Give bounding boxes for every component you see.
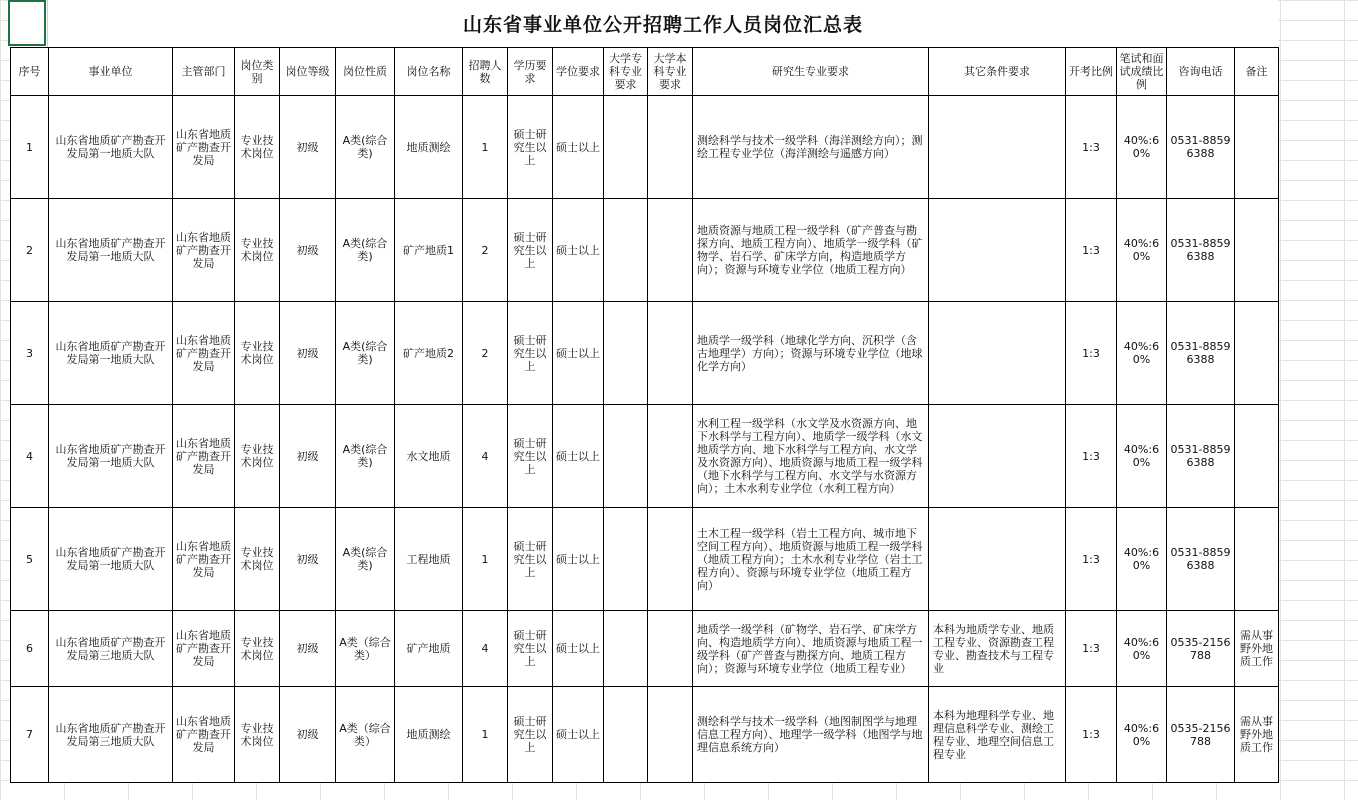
cell-education[interactable]: 硕士研究生以上 bbox=[508, 199, 553, 302]
cell-education[interactable]: 硕士研究生以上 bbox=[508, 611, 553, 687]
cell-education[interactable]: 硕士研究生以上 bbox=[508, 405, 553, 508]
cell-college[interactable] bbox=[604, 96, 648, 199]
cell-count[interactable]: 4 bbox=[463, 405, 508, 508]
selected-cell[interactable] bbox=[8, 0, 46, 46]
cell-other[interactable] bbox=[929, 199, 1066, 302]
col-header[interactable]: 岗位等级 bbox=[280, 48, 336, 96]
cell-count[interactable]: 1 bbox=[463, 96, 508, 199]
col-header[interactable]: 学历要求 bbox=[508, 48, 553, 96]
cell-level[interactable]: 初级 bbox=[280, 302, 336, 405]
cell-note[interactable] bbox=[1235, 302, 1279, 405]
cell-bachelor[interactable] bbox=[648, 405, 693, 508]
cell-note[interactable] bbox=[1235, 508, 1279, 611]
cell-college[interactable] bbox=[604, 687, 648, 783]
cell-graduate[interactable]: 地质学一级学科（矿物学、岩石学、矿床学方向、构造地质学方向）、地质资源与地质工程一级学科（矿产普查与勘探方向、地质工程方向）；资源与环境专业学位（地质工程专业） bbox=[693, 611, 929, 687]
cell-ratio[interactable]: 1:3 bbox=[1066, 302, 1117, 405]
cell-dept[interactable]: 山东省地质矿产勘查开发局 bbox=[173, 199, 235, 302]
cell-note[interactable] bbox=[1235, 405, 1279, 508]
cell-dept[interactable]: 山东省地质矿产勘查开发局 bbox=[173, 302, 235, 405]
cell-graduate[interactable]: 土木工程一级学科（岩土工程方向、城市地下空间工程方向）、地质资源与地质工程一级学科（地质工程方向）；土木水利专业学位（岩土工程方向）、资源与环境专业学位（地质工程方向） bbox=[693, 508, 929, 611]
table-row bbox=[11, 687, 1279, 783]
cell-phone[interactable]: 0531-88596388 bbox=[1167, 96, 1235, 199]
cell-bachelor[interactable] bbox=[648, 508, 693, 611]
col-header[interactable]: 笔试和面试成绩比例 bbox=[1117, 48, 1167, 96]
cell-phone[interactable]: 0535-2156788 bbox=[1167, 611, 1235, 687]
cell-score[interactable]: 40%:60% bbox=[1117, 687, 1167, 783]
cell-ratio[interactable]: 1:3 bbox=[1066, 405, 1117, 508]
table-row bbox=[11, 199, 1279, 302]
cell-nature[interactable]: A类（综合类） bbox=[336, 687, 395, 783]
cell-college[interactable] bbox=[604, 302, 648, 405]
cell-score[interactable]: 40%:60% bbox=[1117, 96, 1167, 199]
cell-ratio[interactable]: 1:3 bbox=[1066, 611, 1117, 687]
cell-ratio[interactable]: 1:3 bbox=[1066, 199, 1117, 302]
cell-degree[interactable]: 硕士以上 bbox=[553, 199, 604, 302]
col-header[interactable]: 招聘人数 bbox=[463, 48, 508, 96]
col-header[interactable]: 主管部门 bbox=[173, 48, 235, 96]
table-row bbox=[11, 611, 1279, 687]
cell-ratio[interactable]: 1:3 bbox=[1066, 687, 1117, 783]
cell-degree[interactable]: 硕士以上 bbox=[553, 405, 604, 508]
cell-degree[interactable]: 硕士以上 bbox=[553, 687, 604, 783]
cell-count[interactable]: 2 bbox=[463, 199, 508, 302]
cell-degree[interactable]: 硕士以上 bbox=[553, 96, 604, 199]
cell-graduate[interactable]: 地质资源与地质工程一级学科（矿产普查与勘探方向、地质工程方向）、地质学一级学科（矿物学、岩石学、矿床学方向，构造地质学方向）；资源与环境专业学位（地质工程方向） bbox=[693, 199, 929, 302]
cell-score[interactable]: 40%:60% bbox=[1117, 405, 1167, 508]
cell-college[interactable] bbox=[604, 405, 648, 508]
cell-nature[interactable]: A类(综合类) bbox=[336, 302, 395, 405]
cell-nature[interactable]: A类(综合类) bbox=[336, 96, 395, 199]
cell-dept[interactable]: 山东省地质矿产勘查开发局 bbox=[173, 96, 235, 199]
cell-education[interactable]: 硕士研究生以上 bbox=[508, 96, 553, 199]
cell-unit[interactable]: 山东省地质矿产勘查开发局第一地质大队 bbox=[49, 199, 173, 302]
cell-unit[interactable]: 山东省地质矿产勘查开发局第一地质大队 bbox=[49, 302, 173, 405]
col-header[interactable]: 岗位名称 bbox=[395, 48, 463, 96]
cell-note[interactable] bbox=[1235, 199, 1279, 302]
sheet-title: 山东省事业单位公开招聘工作人员岗位汇总表 bbox=[47, 0, 1278, 47]
cell-phone[interactable]: 0535-2156788 bbox=[1167, 687, 1235, 783]
cell-dept[interactable]: 山东省地质矿产勘查开发局 bbox=[173, 687, 235, 783]
table-row bbox=[11, 508, 1279, 611]
cell-post[interactable]: 矿产地质1 bbox=[395, 199, 463, 302]
cell-other[interactable]: 本科为地理科学专业、地理信息科学专业、测绘工程专业、地理空间信息工程专业 bbox=[929, 687, 1066, 783]
cell-no[interactable]: 1 bbox=[11, 96, 49, 199]
cell-unit[interactable]: 山东省地质矿产勘查开发局第三地质大队 bbox=[49, 687, 173, 783]
table-row bbox=[11, 405, 1279, 508]
cell-graduate[interactable]: 水利工程一级学科（水文学及水资源方向、地下水科学与工程方向）、地质学一级学科（水文地质学方向、地下水科学与工程方向、水文学及水资源方向）、地质资源与地质工程一级学科（地下水科学与工程方向、水文学与水资源方向）；土木水利专业学位（水利工程方向） bbox=[693, 405, 929, 508]
cell-score[interactable]: 40%:60% bbox=[1117, 611, 1167, 687]
col-header[interactable]: 大学专科专业要求 bbox=[604, 48, 648, 96]
cell-level[interactable]: 初级 bbox=[280, 96, 336, 199]
cell-phone[interactable]: 0531-88596388 bbox=[1167, 405, 1235, 508]
cell-graduate[interactable]: 测绘科学与技术一级学科（海洋测绘方向）；测绘工程专业学位（海洋测绘与遥感方向） bbox=[693, 96, 929, 199]
col-header[interactable]: 其它条件要求 bbox=[929, 48, 1066, 96]
cell-unit[interactable]: 山东省地质矿产勘查开发局第三地质大队 bbox=[49, 611, 173, 687]
cell-phone[interactable]: 0531-88596388 bbox=[1167, 199, 1235, 302]
cell-post[interactable]: 地质测绘 bbox=[395, 96, 463, 199]
cell-unit[interactable]: 山东省地质矿产勘查开发局第一地质大队 bbox=[49, 96, 173, 199]
cell-score[interactable]: 40%:60% bbox=[1117, 508, 1167, 611]
cell-count[interactable]: 2 bbox=[463, 302, 508, 405]
cell-education[interactable]: 硕士研究生以上 bbox=[508, 687, 553, 783]
header-row bbox=[11, 48, 1279, 96]
cell-category[interactable]: 专业技术岗位 bbox=[235, 508, 280, 611]
cell-post[interactable]: 地质测绘 bbox=[395, 687, 463, 783]
cell-education[interactable]: 硕士研究生以上 bbox=[508, 302, 553, 405]
cell-college[interactable] bbox=[604, 611, 648, 687]
cell-degree[interactable]: 硕士以上 bbox=[553, 508, 604, 611]
cell-no[interactable]: 5 bbox=[11, 508, 49, 611]
cell-phone[interactable]: 0531-88596388 bbox=[1167, 302, 1235, 405]
cell-education[interactable]: 硕士研究生以上 bbox=[508, 508, 553, 611]
col-header[interactable]: 大学本科专业要求 bbox=[648, 48, 693, 96]
col-header[interactable]: 开考比例 bbox=[1066, 48, 1117, 96]
col-header[interactable]: 咨询电话 bbox=[1167, 48, 1235, 96]
cell-note[interactable]: 需从事野外地质工作 bbox=[1235, 611, 1279, 687]
cell-post[interactable]: 工程地质 bbox=[395, 508, 463, 611]
cell-nature[interactable]: A类(综合类) bbox=[336, 199, 395, 302]
cell-level[interactable]: 初级 bbox=[280, 687, 336, 783]
cell-post[interactable]: 水文地质 bbox=[395, 405, 463, 508]
cell-category[interactable]: 专业技术岗位 bbox=[235, 611, 280, 687]
cell-unit[interactable]: 山东省地质矿产勘查开发局第一地质大队 bbox=[49, 508, 173, 611]
cell-no[interactable]: 4 bbox=[11, 405, 49, 508]
cell-phone[interactable]: 0531-88596388 bbox=[1167, 508, 1235, 611]
cell-score[interactable]: 40%:60% bbox=[1117, 302, 1167, 405]
cell-nature[interactable]: A类(综合类) bbox=[336, 405, 395, 508]
cell-category[interactable]: 专业技术岗位 bbox=[235, 199, 280, 302]
cell-college[interactable] bbox=[604, 508, 648, 611]
cell-post[interactable]: 矿产地质 bbox=[395, 611, 463, 687]
cell-category[interactable]: 专业技术岗位 bbox=[235, 405, 280, 508]
cell-graduate[interactable]: 测绘科学与技术一级学科（地图制图学与地理信息工程方向）、地理学一级学科（地图学与地理信息系统方向） bbox=[693, 687, 929, 783]
cell-ratio[interactable]: 1:3 bbox=[1066, 96, 1117, 199]
cell-college[interactable] bbox=[604, 199, 648, 302]
cell-count[interactable]: 1 bbox=[463, 508, 508, 611]
cell-bachelor[interactable] bbox=[648, 199, 693, 302]
col-header[interactable]: 事业单位 bbox=[49, 48, 173, 96]
cell-nature[interactable]: A类(综合类) bbox=[336, 508, 395, 611]
cell-category[interactable]: 专业技术岗位 bbox=[235, 96, 280, 199]
cell-level[interactable]: 初级 bbox=[280, 508, 336, 611]
cell-degree[interactable]: 硕士以上 bbox=[553, 611, 604, 687]
cell-no[interactable]: 2 bbox=[11, 199, 49, 302]
cell-bachelor[interactable] bbox=[648, 302, 693, 405]
cell-post[interactable]: 矿产地质2 bbox=[395, 302, 463, 405]
cell-degree[interactable]: 硕士以上 bbox=[553, 302, 604, 405]
col-header[interactable]: 学位要求 bbox=[553, 48, 604, 96]
cell-score[interactable]: 40%:60% bbox=[1117, 199, 1167, 302]
cell-nature[interactable]: A类（综合类） bbox=[336, 611, 395, 687]
cell-no[interactable]: 6 bbox=[11, 611, 49, 687]
cell-dept[interactable]: 山东省地质矿产勘查开发局 bbox=[173, 611, 235, 687]
cell-bachelor[interactable] bbox=[648, 687, 693, 783]
cell-unit[interactable]: 山东省地质矿产勘查开发局第一地质大队 bbox=[49, 405, 173, 508]
cell-bachelor[interactable] bbox=[648, 611, 693, 687]
cell-dept[interactable]: 山东省地质矿产勘查开发局 bbox=[173, 508, 235, 611]
col-header[interactable]: 岗位类别 bbox=[235, 48, 280, 96]
cell-graduate[interactable]: 地质学一级学科（地球化学方向、沉积学（含古地理学）方向）；资源与环境专业学位（地球化学方向） bbox=[693, 302, 929, 405]
cell-level[interactable]: 初级 bbox=[280, 199, 336, 302]
cell-dept[interactable]: 山东省地质矿产勘查开发局 bbox=[173, 405, 235, 508]
col-header[interactable]: 序号 bbox=[11, 48, 49, 96]
cell-note[interactable] bbox=[1235, 96, 1279, 199]
col-header[interactable]: 岗位性质 bbox=[336, 48, 395, 96]
cell-count[interactable]: 4 bbox=[463, 611, 508, 687]
cell-other[interactable] bbox=[929, 96, 1066, 199]
cell-other[interactable] bbox=[929, 508, 1066, 611]
cell-no[interactable]: 7 bbox=[11, 687, 49, 783]
cell-category[interactable]: 专业技术岗位 bbox=[235, 687, 280, 783]
cell-bachelor[interactable] bbox=[648, 96, 693, 199]
cell-category[interactable]: 专业技术岗位 bbox=[235, 302, 280, 405]
cell-ratio[interactable]: 1:3 bbox=[1066, 508, 1117, 611]
table-row bbox=[11, 302, 1279, 405]
cell-level[interactable]: 初级 bbox=[280, 611, 336, 687]
job-table bbox=[10, 47, 1279, 783]
col-header[interactable]: 研究生专业要求 bbox=[693, 48, 929, 96]
cell-note[interactable]: 需从事野外地质工作 bbox=[1235, 687, 1279, 783]
cell-other[interactable] bbox=[929, 302, 1066, 405]
cell-level[interactable]: 初级 bbox=[280, 405, 336, 508]
cell-count[interactable]: 1 bbox=[463, 687, 508, 783]
cell-no[interactable]: 3 bbox=[11, 302, 49, 405]
cell-other[interactable] bbox=[929, 405, 1066, 508]
col-header[interactable]: 备注 bbox=[1235, 48, 1279, 96]
table-row bbox=[11, 96, 1279, 199]
cell-other[interactable]: 本科为地质学专业、地质工程专业、资源勘查工程专业、勘查技术与工程专业 bbox=[929, 611, 1066, 687]
